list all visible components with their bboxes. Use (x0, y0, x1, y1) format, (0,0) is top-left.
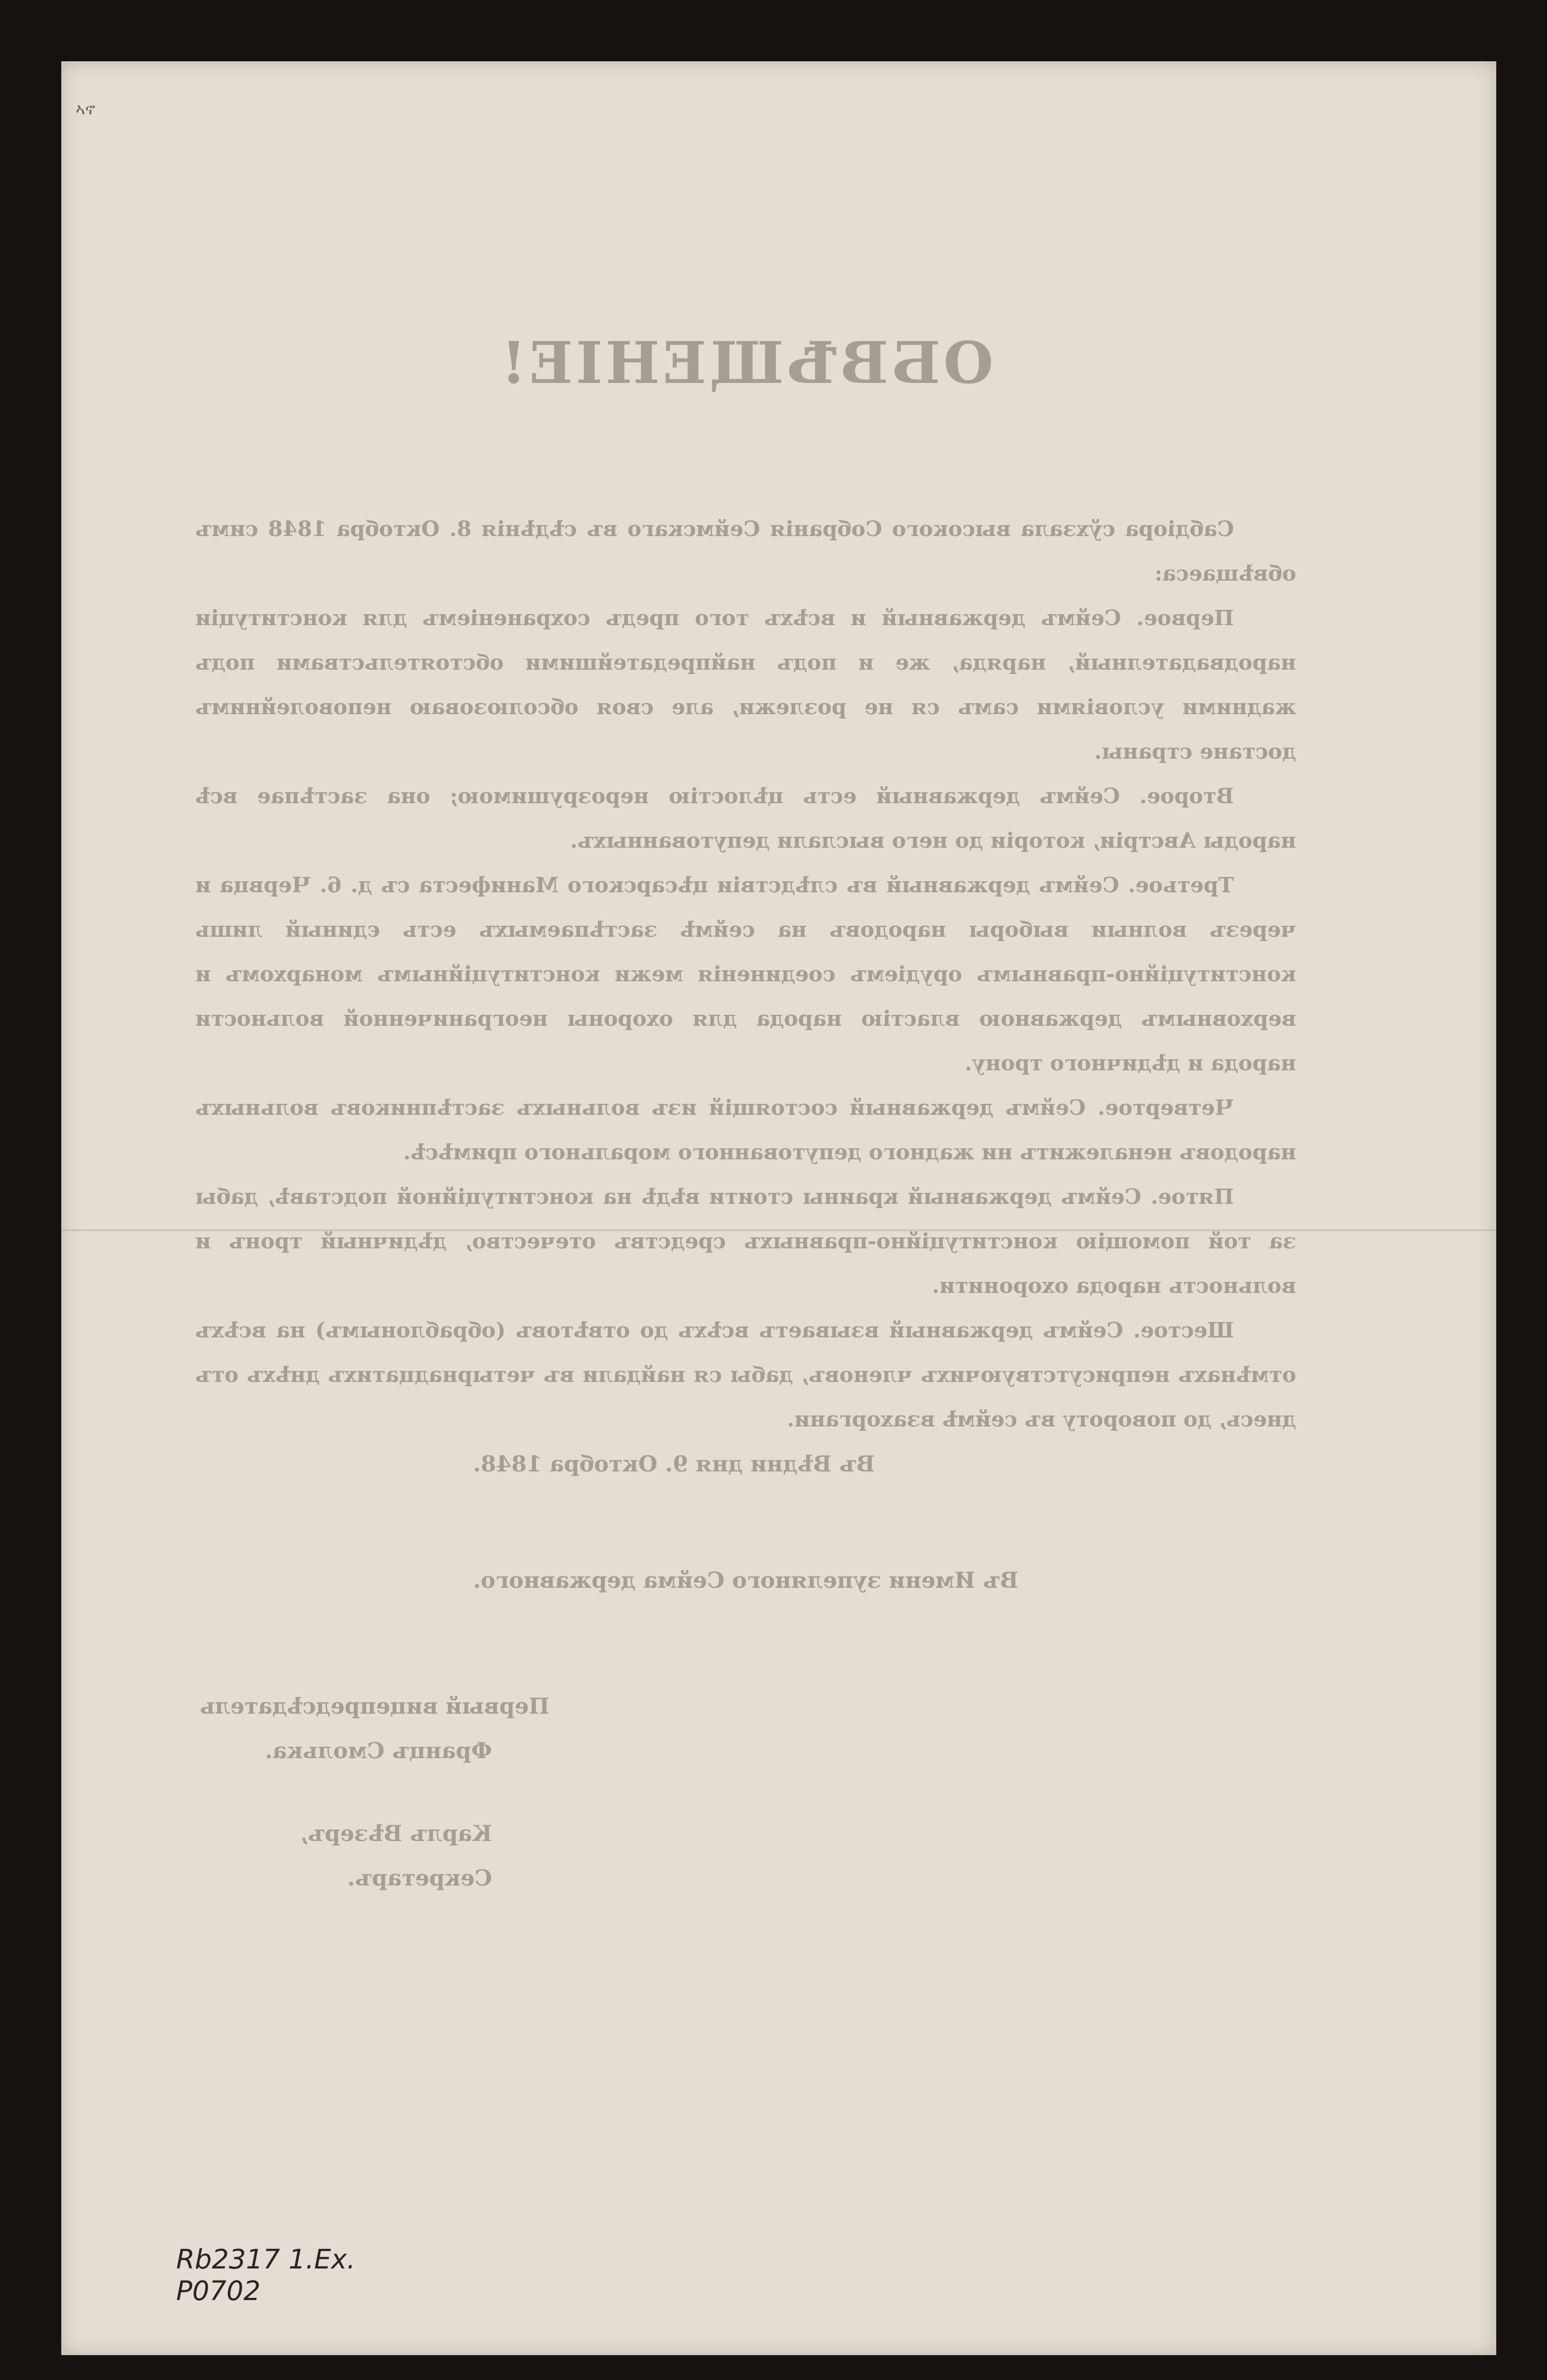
notice-title: ОБВѢЩЕНІЕ! (498, 329, 994, 397)
paragraph-sixth: Шестое. Сеймъ державный взываетъ всѣхъ до отвѣтовъ (обраблонымъ) на всѣхъ отмѣнахъ неприсутствуючихъ членовъ, дабы ся найдали въ четырнадцатихъ днѣхъ отъ днесь, до повороту въ сеймѣ взахоргани. (195, 1318, 1296, 1432)
shelfmark-line-2: P0702 (176, 2276, 261, 2307)
secretary-title: Секретаръ. (347, 1865, 492, 1891)
date-line: Въ Вѣдни дня 9. Октобра 1848. (473, 1451, 875, 1477)
scanned-page (61, 61, 1496, 2355)
paragraph-second: Второе. Сеймъ державный есть цѣлостію нерозрушимою; она застѣпае всѣ народы Австріи, которіи до него выслали депутованныхъ. (195, 784, 1296, 853)
closing-line: Въ Имени зупеляного Сейма державного. (473, 1567, 1019, 1593)
paragraph-fifth: Пятое. Сеймъ державный краины стоити вѣдѣ на конституційной подставѣ, дабы за той помощію конституційно-правныхъ средствъ отечество, дѣдичный тронъ и вольность народа охоронити. (195, 1185, 1296, 1298)
signature-name: Францъ Смолька. (265, 1738, 492, 1763)
show-through-print (195, 329, 1296, 1900)
paragraph-first: Первое. Сеймъ державный и всѣхъ того предъ сохраненіемъ для конституціи народвадателный, наряда, же и подъ найпредатейшими обстоятельствами подъ жадними условіями самъ ся не розлежи, але своя обсолюзоваю неповолейнимъ достане страны. (195, 606, 1296, 764)
signature-title: Первый вицепредсѣдатель (200, 1693, 549, 1719)
paragraph-fourth: Четвертое. Сеймъ державный состоящій изъ вольныхъ застѣпниковъ вольныхъ народовъ неналежитъ ни жадного депутованного морального примѣсѣ. (195, 1096, 1296, 1165)
secretary-name: Карлъ Вѣзеръ, (300, 1820, 492, 1846)
archive-shelfmark (176, 2244, 356, 2307)
paragraph-intro: Сабдіора сўхзала высокого Собранія Сеймскаго въ сѣдѣнія 8. Октобра 1848 симъ обвѣщаеса: (195, 517, 1296, 586)
shelfmark-line-1: Rb2317 1.Ex. (176, 2244, 356, 2275)
corner-mark: ኣኖ (76, 100, 96, 119)
paragraph-third: Третьое. Сеймъ державный въ слѣдствіи цѣсарского Манифеста съ д. 6. Червца и черезъ волныи выборы народовъ на сеймѣ застѣпаемыхъ есть єдиный лишь конституційно-правнымъ орудіемъ соединенія межи конституційнымъ монархомъ и верховнымъ державною властію народа для охороны неограниченной вольности народа и дѣдичного трону. (195, 873, 1296, 1076)
